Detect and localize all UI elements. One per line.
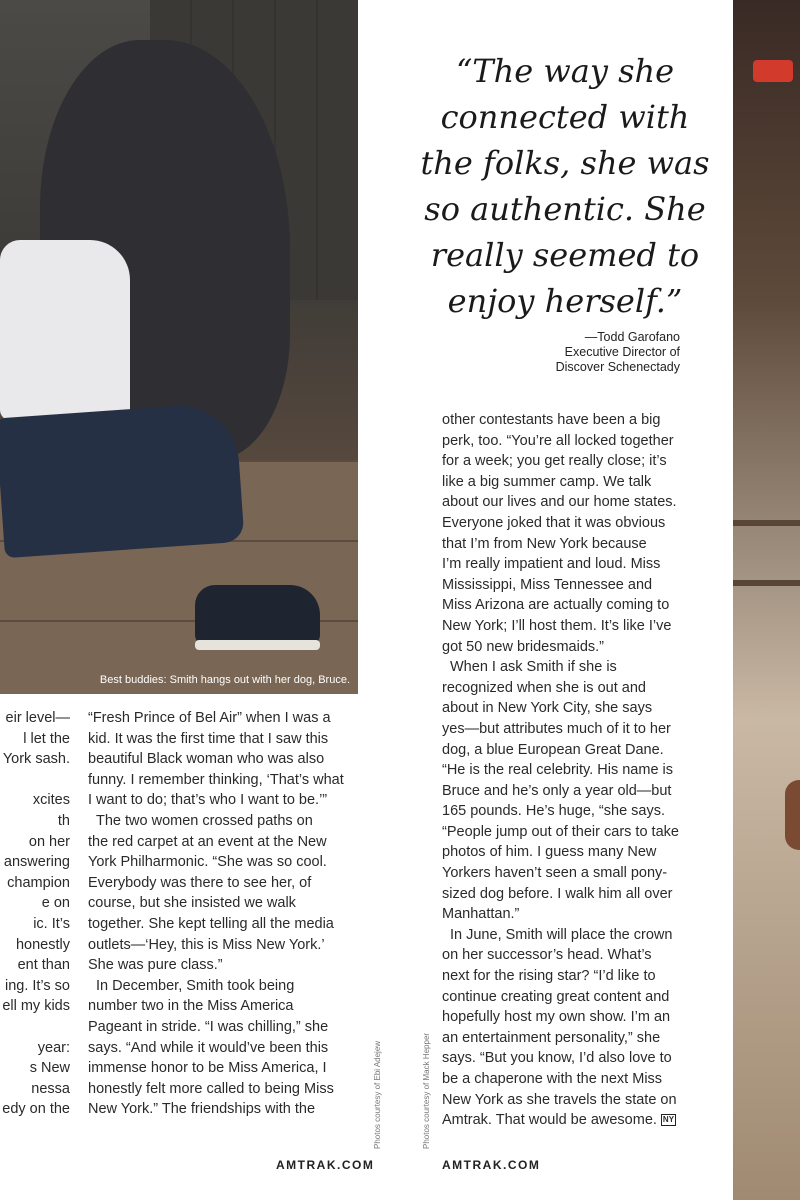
attribution-org: Discover Schenectady [555,360,680,374]
end-mark-icon: NY [662,1115,675,1125]
text-line [0,1017,70,1038]
text-line: New York; I’ll host them. It’s like I’ve [442,617,672,634]
text-line: The two women crossed paths on [96,812,313,829]
text-line: Bruce and he’s only a year old—but [442,782,672,799]
sneaker [195,585,320,645]
text-line: Everyone joked that it was obvious [442,514,666,531]
text-line: number two in the Miss America [88,998,294,1015]
text-line: says. “And while it would’ve been this [88,1039,329,1056]
text-line: dog, a blue European Great Dane. [442,741,664,758]
text-line: immense honor to be Miss America, I [88,1060,327,1077]
text-line: outlets—‘Hey, this is Miss New York.’ [88,936,325,953]
text-column-1 [0,708,70,1120]
text-line: honestly [15,936,70,953]
text-line: an entertainment personality,” she [442,1029,661,1046]
text-line: got 50 new bridesmaids.” [442,638,604,655]
photo-credit: Photos courtesy of Ebi Adejew [373,1040,382,1149]
text-line: kid. It was the first time that I saw this [88,730,329,747]
quote-attribution [556,330,680,375]
text-line: year: [37,1039,70,1056]
text-line [0,770,70,791]
text-line: York sash. [2,751,70,768]
text-line: New York as she travels the state on [442,1091,677,1108]
sneaker-sole [195,640,320,650]
photo-caption: Best buddies: Smith hangs out with her dog, Bruce. [99,674,350,686]
text-line: e on [41,895,70,912]
text-line: funny. I remember thinking, ‘That’s what [88,771,344,788]
photo-credit: Photos courtesy of Mack Hepper [422,1032,431,1149]
text-line: eir level— [5,710,70,726]
text-line: perk, too. “You’re all locked together [442,432,674,449]
text-line: “He is the real celebrity. His name is [442,762,674,779]
text-line: In December, Smith took being [96,977,295,994]
arm [785,780,800,850]
text-column-2 [88,708,360,1120]
text-line: Yorkers haven’t seen a small pony- [442,865,668,882]
feature-photo [0,0,358,694]
text-line: Mississippi, Miss Tennessee and [442,576,653,593]
quote-line: really seemed to [430,236,700,274]
quote-line: the folks, she was [420,144,710,182]
text-line: the red carpet at an event at the New [88,833,327,850]
text-line: for a week; you get really close; it’s [442,453,667,470]
text-line: I’m really impatient and loud. Miss [442,556,661,573]
text-line: that I’m from New York because [442,535,647,552]
text-line: like a big summer camp. We talk [442,473,652,490]
railing [733,520,800,526]
text-line: I want to do; that’s who I want to be.’” [88,792,328,809]
quote-line: so authentic. She [424,190,706,228]
text-line: next for the rising star? “I’d like to [442,968,656,985]
text-line: Everybody was there to see her, of [88,874,312,891]
text-line: on her [28,833,70,850]
text-line: answering [3,854,70,871]
text-line: recognized when she is out and [442,679,646,696]
text-line: nessa [31,1080,70,1097]
text-line: hopefully host my own show. I’m an [442,1009,671,1026]
text-line: continue creating great content and [442,988,670,1005]
text-line: be a chaperone with the next Miss [442,1071,663,1087]
text-column-3 [442,410,702,1131]
red-light [753,60,793,82]
text-line: photos of him. I guess many New [442,844,657,861]
text-line: xcites [32,792,70,809]
white-shirt [0,240,130,420]
text-line: edy on the [2,1101,70,1118]
text-line: Manhattan.” [442,906,520,923]
text-line: th [57,812,70,829]
text-line: together. She kept telling all the media [88,915,334,932]
text-line: Miss Arizona are actually coming to [442,597,670,614]
text-line: says. “But you know, I’d also love to [442,1050,672,1067]
quote-line: enjoy herself.” [447,282,683,320]
text-line: about in New York City, she says [442,700,653,717]
text-line: ell my kids [2,998,70,1015]
text-line: ic. It’s [33,915,70,932]
blue-jeans [0,402,245,558]
railing [733,580,800,586]
text-line: s New [29,1060,70,1077]
pull-quote [395,48,735,324]
text-line: She was pure class.” [88,957,223,974]
text-line: When I ask Smith if she is [450,659,617,676]
text-line: 165 pounds. He’s huge, “she says. [442,803,666,820]
text-line: other contestants have been a big [442,412,661,428]
text-line: New York.” The friendships with the [88,1101,316,1118]
text-line: ing. It’s so [4,977,70,994]
attribution-name: —Todd Garofano [584,330,680,344]
text-line: In June, Smith will place the crown [450,926,673,943]
text-line: Amtrak. That would be awesome. NY [442,1112,675,1129]
text-line: ent than [17,957,70,974]
text-line: sized dog before. I walk him all over [442,885,673,902]
text-line: Pageant in stride. “I was chilling,” she [88,1018,329,1035]
text-line: “Fresh Prince of Bel Air” when I was a [88,710,331,726]
quote-line: “The way she [455,52,675,90]
text-line: beautiful Black woman who was also [88,751,325,768]
side-photo [733,0,800,1200]
folio-right: AMTRAK.COM [442,1158,541,1172]
text-line: York Philharmonic. “She was so cool. [88,854,327,871]
text-line: yes—but attributes much of it to her [442,720,671,737]
text-line: champion [7,874,70,891]
text-line: l let the [23,730,70,747]
text-line: course, but she insisted we walk [88,895,296,912]
folio-left: AMTRAK.COM [276,1158,375,1172]
text-line: on her successor’s head. What’s [442,947,652,964]
quote-line: connected with [440,98,690,136]
text-line: about our lives and our home states. [442,494,677,511]
text-line: “People jump out of their cars to take [442,823,679,840]
text-line: honestly felt more called to being Miss [88,1080,334,1097]
attribution-title: Executive Director of [564,345,680,359]
